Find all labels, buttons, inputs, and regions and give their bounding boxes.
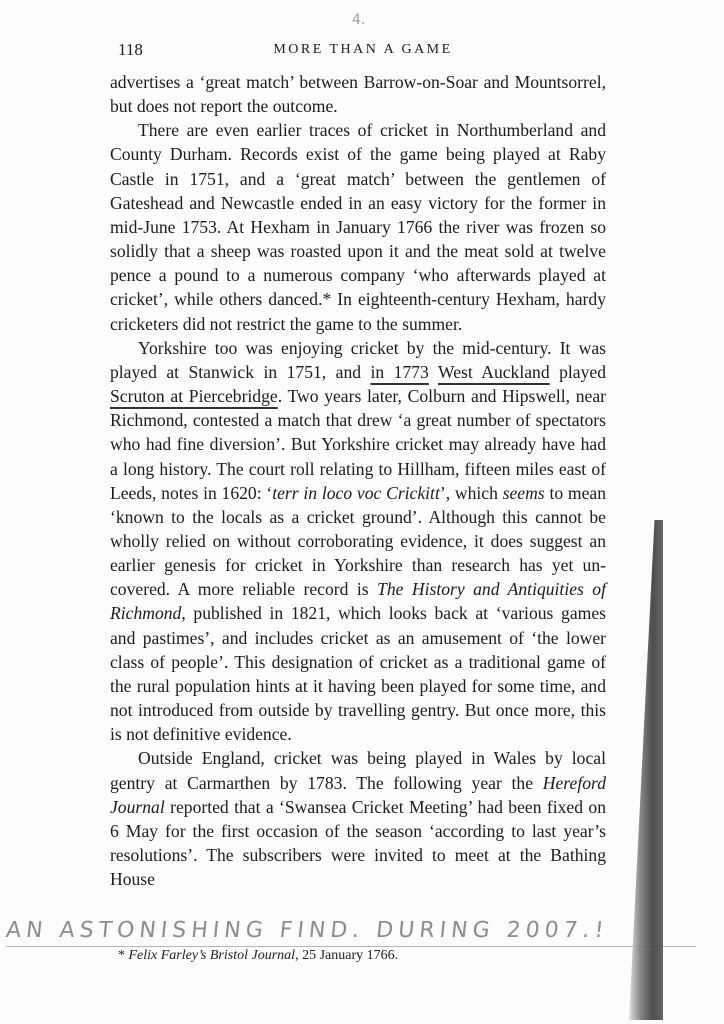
footnote-source: Felix Farley’s Bristol Journal (128, 948, 296, 963)
underlined-phrase: Scruton at Piercebridge (110, 386, 278, 407)
scan-edge-shadow (629, 520, 663, 1020)
italic-phrase: The History and Antiquities of Richmond (110, 579, 606, 624)
pencil-mark: 4. (352, 12, 366, 28)
paragraph (110, 336, 606, 747)
paragraph (110, 70, 606, 118)
text-run: to mean ‘known to the locals as a cricket ground’. Although this cannot be wholly relied on without corroborating evidence, it does suggest an earlier genesis for cricket in Yorkshire than research has yet uncovered. A more reliable record is (110, 482, 606, 600)
text-run: Outside England, cricket was being played in Wales by local gentry at Carmarthen by 1783. The following year the (110, 748, 606, 793)
italic-phrase: terr in loco voc Crickitt (272, 482, 440, 503)
body-text (110, 70, 606, 891)
text-run: ’, which (439, 482, 503, 503)
text-run: reported that a ‘Swansea Cricket Meeting’ had been fixed on 6 May for the first occasion of the season ‘according to last year’s resolutions’. The subscribers were invited to meet at the Bathing House (110, 796, 606, 890)
running-title: MORE THAN A GAME (273, 42, 453, 57)
footnote (118, 948, 398, 964)
pencil-underline-rule (6, 946, 696, 947)
text-run: . Two years later, Colburn and Hipswell, near Richmond, contested a match that drew ‘a great number of spectators who had fine diversion’. But Yorkshire cricket may already have had a long history. The court roll relating to Hillham, fifteen miles east of Leeds, notes in 1620: ‘ (110, 386, 606, 503)
footnote-marker: * (118, 948, 129, 963)
text-run: , published in 1821, which looks back at ‘various games and pastimes’, and includes cricket as an amusement of ‘the lower class of people’. This designation of cricket as a traditional game of the rural population hints at it having been played for some time, and not introduced from outside by travelling gentry. But once more, this is not definitive evidence. (110, 603, 606, 745)
text-run (429, 362, 438, 382)
handwritten-annotation: AN ASTONISHING FIND. DURING 2007.! (4, 918, 610, 943)
text-run: advertises a ‘great match’ between Barrow-on-Soar and Mountsorrel, but does not report the outcome. (110, 72, 606, 117)
italic-phrase: Hereford Journal (110, 772, 606, 817)
underlined-phrase: in 1773 (370, 361, 429, 382)
text-run: There are even earlier traces of cricket in Northumberland and County Durham. Records exist of the game being played at Raby Castle in 1751, and a ‘great match’ between the gentlemen of Gateshead and Newcastle ended in an easy victory for the former in mid-June 1753. At Hexham in January 1766 the river was frozen so solidly that a sheep was roasted upon it and the meat sold at twelve pence a pound to a numerous company ‘who afterwards played at cricket’, while others danced.* In eighteenth-century Hexham, hardy cricketers did not restrict the game to the summer. (110, 120, 606, 334)
running-head (118, 40, 608, 64)
text-run: Yorkshire too was enjoying cricket by the mid-century. It was played at Stanwick in 1751, and (110, 337, 606, 382)
paragraph (110, 746, 606, 891)
paragraph (110, 118, 606, 335)
italic-phrase: seems (502, 482, 545, 503)
page-number: 118 (118, 40, 143, 59)
text-run: played (549, 361, 607, 382)
underlined-phrase: West Auckland (438, 361, 550, 382)
footnote-date: , 25 January 1766. (295, 948, 399, 963)
